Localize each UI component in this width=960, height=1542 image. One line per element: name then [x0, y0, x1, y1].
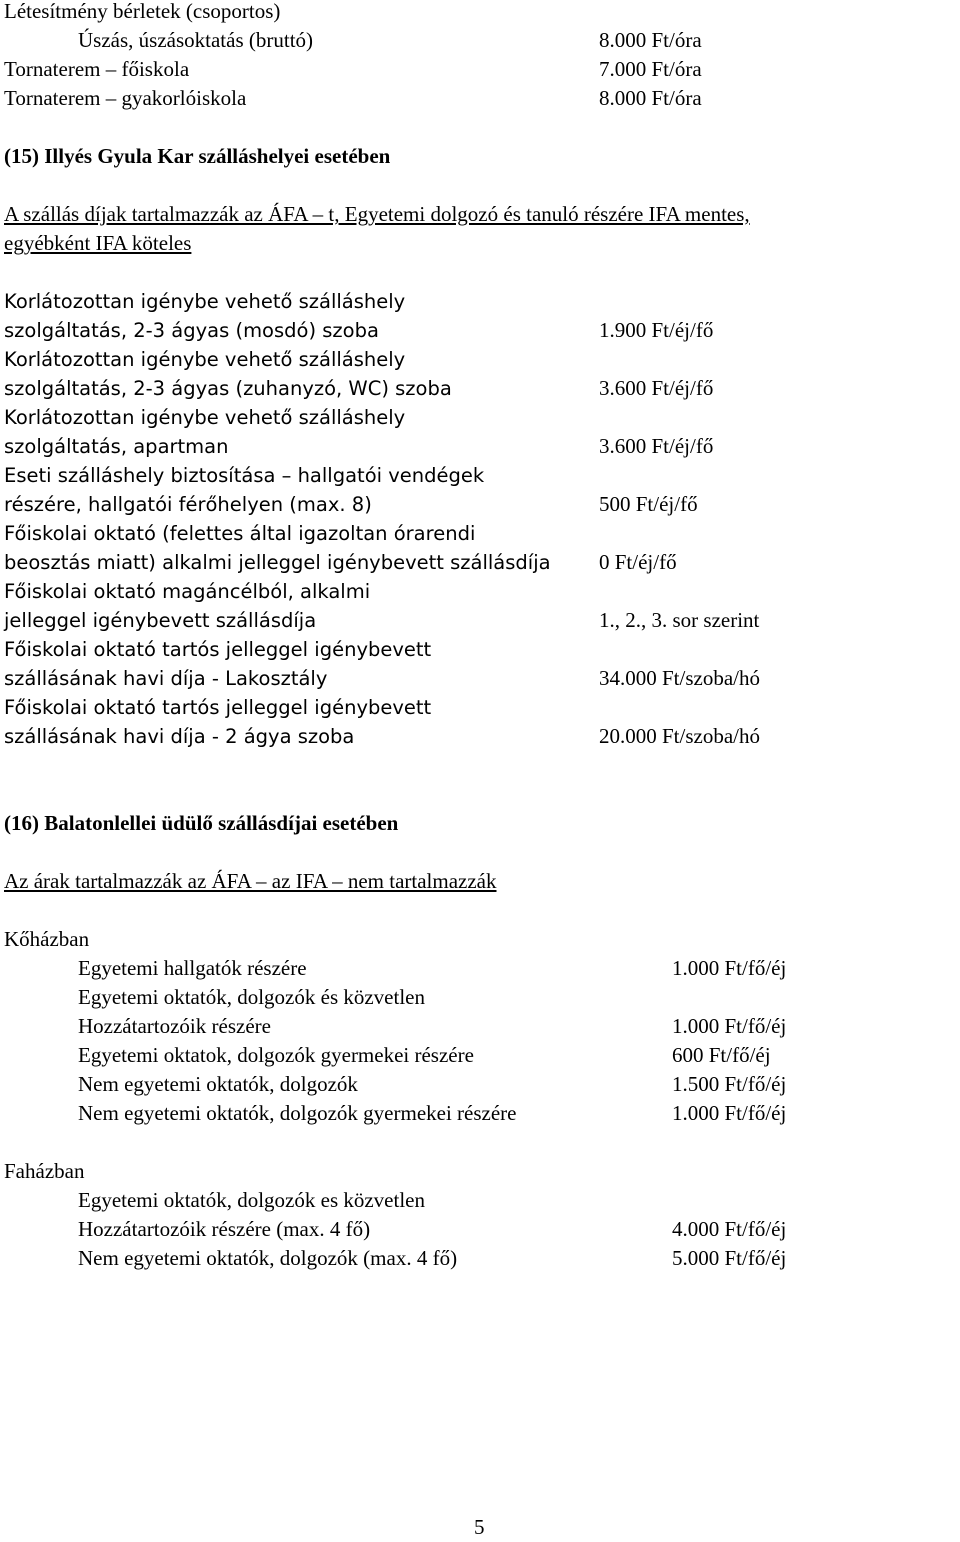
accommodation-item-line2: beosztás miatt) alkalmi jelleggel igénybevett szállásdíja: [4, 551, 551, 574]
wooden-house-heading: Faházban: [4, 1159, 85, 1183]
rental-label: Úszás, úszásoktatás (bruttó): [78, 28, 314, 52]
stone-house-row-price: 600 Ft/fő/éj: [672, 1043, 771, 1067]
stone-house-row-price: 1.000 Ft/fő/éj: [672, 1014, 787, 1038]
accommodation-item-price: 3.600 Ft/éj/fő: [599, 376, 714, 400]
accommodation-item-line1: Korlátozottan igénybe vehető szálláshely: [4, 406, 406, 429]
accommodation-item-line2: szállásának havi díja - Lakosztály: [4, 667, 328, 690]
rental-price: 7.000 Ft/óra: [599, 57, 702, 81]
wooden-house-row-price: 4.000 Ft/fő/éj: [672, 1217, 787, 1241]
page-number: 5: [474, 1515, 485, 1539]
stone-house-row-price: 1.500 Ft/fő/éj: [672, 1072, 787, 1096]
accommodation-item-line1: Főiskolai oktató tartós jelleggel igénybevett: [4, 638, 432, 661]
stone-house-heading: Kőházban: [4, 927, 90, 951]
section-15-note-line1: A szállás díjak tartalmazzák az ÁFA – t, Egyetemi dolgozó és tanuló részére IFA mentes,: [4, 202, 750, 226]
wooden-house-row-label: Nem egyetemi oktatók, dolgozók (max. 4 fő): [78, 1246, 458, 1270]
accommodation-item-line2: szolgáltatás, 2-3 ágyas (zuhanyzó, WC) szoba: [4, 377, 452, 400]
stone-house-row-label: Nem egyetemi oktatók, dolgozók gyermekei részére: [78, 1101, 517, 1125]
facility-rentals-heading: Létesítmény bérletek (csoportos): [4, 0, 281, 23]
accommodation-item-price: 3.600 Ft/éj/fő: [599, 434, 714, 458]
rental-label: Tornaterem – főiskola: [4, 57, 190, 81]
accommodation-item-line1: Főiskolai oktató magáncélból, alkalmi: [4, 580, 371, 603]
accommodation-item-line1: Főiskolai oktató tartós jelleggel igénybevett: [4, 696, 432, 719]
accommodation-item-line2: szolgáltatás, apartman: [4, 435, 229, 458]
accommodation-item-price: 20.000 Ft/szoba/hó: [599, 724, 760, 748]
accommodation-item-price: 0 Ft/éj/fő: [599, 550, 677, 574]
accommodation-item-line2: szolgáltatás, 2-3 ágyas (mosdó) szoba: [4, 319, 379, 342]
rental-price: 8.000 Ft/óra: [599, 28, 702, 52]
section-15-note-line2: egyébként IFA köteles: [4, 231, 192, 255]
accommodation-item-price: 34.000 Ft/szoba/hó: [599, 666, 760, 690]
accommodation-item-price: 500 Ft/éj/fő: [599, 492, 698, 516]
stone-house-row-price: 1.000 Ft/fő/éj: [672, 1101, 787, 1125]
stone-house-row-label: Egyetemi oktatok, dolgozók gyermekei részére: [78, 1043, 474, 1067]
wooden-house-row-label: Egyetemi oktatók, dolgozók es közvetlen: [78, 1188, 425, 1212]
section-16-note: Az árak tartalmazzák az ÁFA – az IFA – nem tartalmazzák: [4, 869, 497, 893]
rental-label: Tornaterem – gyakorlóiskola: [4, 86, 247, 110]
accommodation-item-price: 1.900 Ft/éj/fő: [599, 318, 714, 342]
accommodation-item-line1: Korlátozottan igénybe vehető szálláshely: [4, 290, 406, 313]
accommodation-item-line1: Korlátozottan igénybe vehető szálláshely: [4, 348, 406, 371]
stone-house-row-label: Egyetemi oktatók, dolgozók és közvetlen: [78, 985, 425, 1009]
accommodation-item-line1: Eseti szálláshely biztosítása – hallgatói vendégek: [4, 464, 485, 487]
accommodation-item-line2: szállásának havi díja - 2 ágya szoba: [4, 725, 355, 748]
section-15-title: (15) Illyés Gyula Kar szálláshelyei esetében: [4, 144, 391, 168]
wooden-house-row-price: 5.000 Ft/fő/éj: [672, 1246, 787, 1270]
stone-house-row-price: 1.000 Ft/fő/éj: [672, 956, 787, 980]
accommodation-item-price: 1., 2., 3. sor szerint: [599, 608, 760, 632]
accommodation-item-line1: Főiskolai oktató (felettes által igazoltan órarendi: [4, 522, 476, 545]
rental-price: 8.000 Ft/óra: [599, 86, 702, 110]
stone-house-row-label: Egyetemi hallgatók részére: [78, 956, 307, 980]
accommodation-item-line2: jelleggel igénybevett szállásdíja: [4, 609, 317, 632]
stone-house-row-label: Nem egyetemi oktatók, dolgozók: [78, 1072, 358, 1096]
stone-house-row-label: Hozzátartozóik részére: [78, 1014, 271, 1038]
accommodation-item-line2: részére, hallgatói férőhelyen (max. 8): [4, 493, 372, 516]
section-16-title: (16) Balatonlellei üdülő szállásdíjai esetében: [4, 811, 399, 835]
wooden-house-row-label: Hozzátartozóik részére (max. 4 fő): [78, 1217, 371, 1241]
